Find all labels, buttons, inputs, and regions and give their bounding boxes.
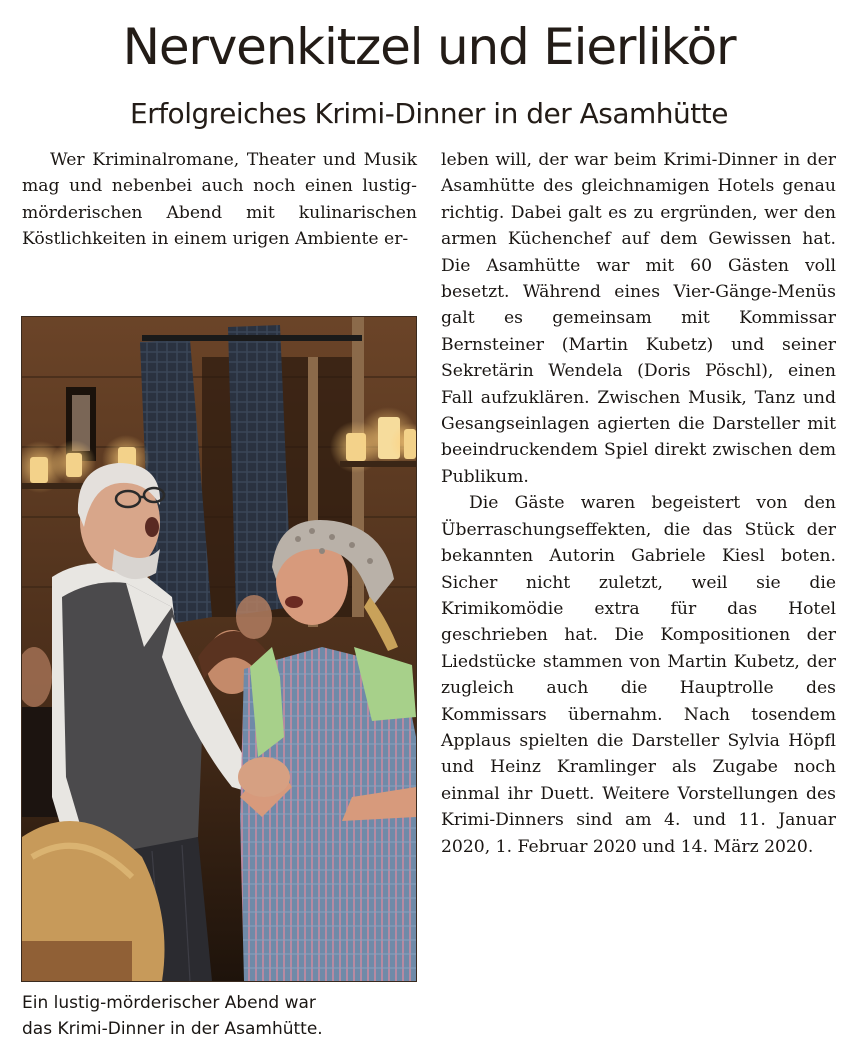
article-paragraph-1: Wer Kriminalromane, Theater und Musik mag und nebenbei auch noch einen lustig-mörderischen Abend mit kulinarischen Köstlichkeiten in einem urigen Ambiente er-: [22, 150, 417, 250]
article-headline: Nervenkitzel und Eierlikör: [122, 18, 736, 76]
article-paragraph-2: leben will, der war beim Krimi-Dinner in der Asamhütte des gleichnamigen Hotels genau richtig. Dabei galt es zu ergründen, wer den armen Küchenchef auf dem Gewissen hat. Die Asamhütte war mit 60 Gästen voll besetzt. Während eines Vier-Gänge-Menüs galt es gemeinsam mit Kommissar Bernsteiner (Martin Kubetz) und seiner Sekretärin Wendela (Doris Pöschl), einen Fall aufzuklären. Zwischen Musik, Tanz und Gesangseinlagen agierten die Darsteller mit beeindruckendem Spiel direkt zwischen dem Publikum.: [441, 150, 836, 487]
photo-caption: [22, 990, 417, 1042]
article-paragraph-3: Die Gäste waren begeistert von den Überraschungseffekten, die das Stück der bekannten Autorin Gabriele Kiesl boten. Sicher nicht zuletzt, weil sie die Krimikomödie extra für das Hotel geschrieben hat. Die Kompositionen der Liedstücke stammen von Martin Kubetz, der zugleich auch die Hauptrolle des Kommissars übernahm. Nach tosendem Applaus spielten die Darsteller Sylvia Höpfl und Heinz Kramlinger als Zugabe noch einmal ihr Duett. Weitere Vorstellungen des Krimi-Dinners sind am 4. und 11. Januar 2020, 1. Februar 2020 und 14. März 2020.: [441, 493, 836, 857]
photo-krimi-dinner-icon: [22, 317, 416, 981]
photo-caption-line-1: Ein lustig-mörderischer Abend war: [22, 993, 316, 1013]
article-column-left: [22, 147, 417, 253]
photo-caption-line-2: das Krimi-Dinner in der Asamhütte.: [22, 1019, 323, 1039]
article-subheadline: Erfolgreiches Krimi-Dinner in der Asamhütte: [130, 97, 728, 130]
article-column-right: [441, 147, 836, 860]
article-photo: [21, 316, 417, 982]
